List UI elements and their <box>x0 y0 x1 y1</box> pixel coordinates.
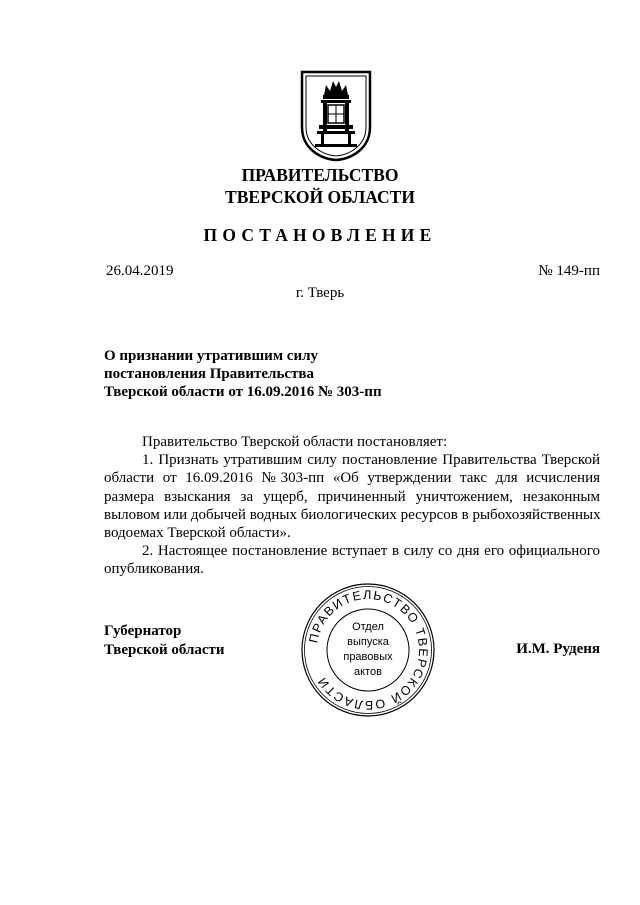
stamp-inner-line: Отдел <box>352 621 384 633</box>
stamp-ring-text: ПРАВИТЕЛЬСТВО ТВЕРСКОЙ ОБЛАСТИ <box>306 587 431 713</box>
body-preamble: Правительство Тверской области постановляет: <box>142 434 448 450</box>
signatory-title <box>104 622 225 659</box>
subject-line: постановления Правительства <box>104 366 314 382</box>
body-item1-line: 1. Признать утратившим силу постановление Правительства Тверской <box>142 452 600 469</box>
stamp-inner-line: выпуска <box>347 636 389 648</box>
document-subject <box>104 347 382 401</box>
body-item2-line: опубликования. <box>104 561 204 578</box>
stamp-inner-text <box>300 620 436 680</box>
coat-of-arms-icon <box>299 69 373 162</box>
subject-line: О признании утратившим силу <box>104 348 318 364</box>
stamp-inner-line: актов <box>354 666 382 678</box>
body-item1-line: выловом или добычей водных биологических ресурсов в рыбохозяйственных <box>104 506 601 523</box>
document-city: г. Тверь <box>295 285 345 301</box>
organization-name-line1: ПРАВИТЕЛЬСТВО <box>241 165 399 185</box>
body-item2-line: 2. Настоящее постановление вступает в силу со дня его официального <box>142 543 600 560</box>
signatory-title-line: Тверской области <box>104 641 225 658</box>
body-item1-line: размера взыскания за ущерб, причиненный уничтожением, незаконным <box>104 488 600 505</box>
organization-name-line2: ТВЕРСКОЙ ОБЛАСТИ <box>225 187 415 207</box>
document-date: 26.04.2019 <box>106 263 174 279</box>
body-item1-line: водоемах Тверской области». <box>104 525 291 542</box>
document-type: ПОСТАНОВЛЕНИЕ <box>203 225 437 245</box>
subject-line: Тверской области от 16.09.2016 № 303-пп <box>104 384 382 400</box>
document-body <box>104 433 600 579</box>
signatory-title-line: Губернатор <box>104 623 182 639</box>
document-number: № 149-пп <box>538 263 600 279</box>
signatory-name: И.М. Руденя <box>516 641 600 657</box>
stamp-inner-line: правовых <box>343 651 393 663</box>
body-item1-line: области от 16.09.2016 №303-пп «Об утверждении такс для исчисления <box>104 470 600 487</box>
